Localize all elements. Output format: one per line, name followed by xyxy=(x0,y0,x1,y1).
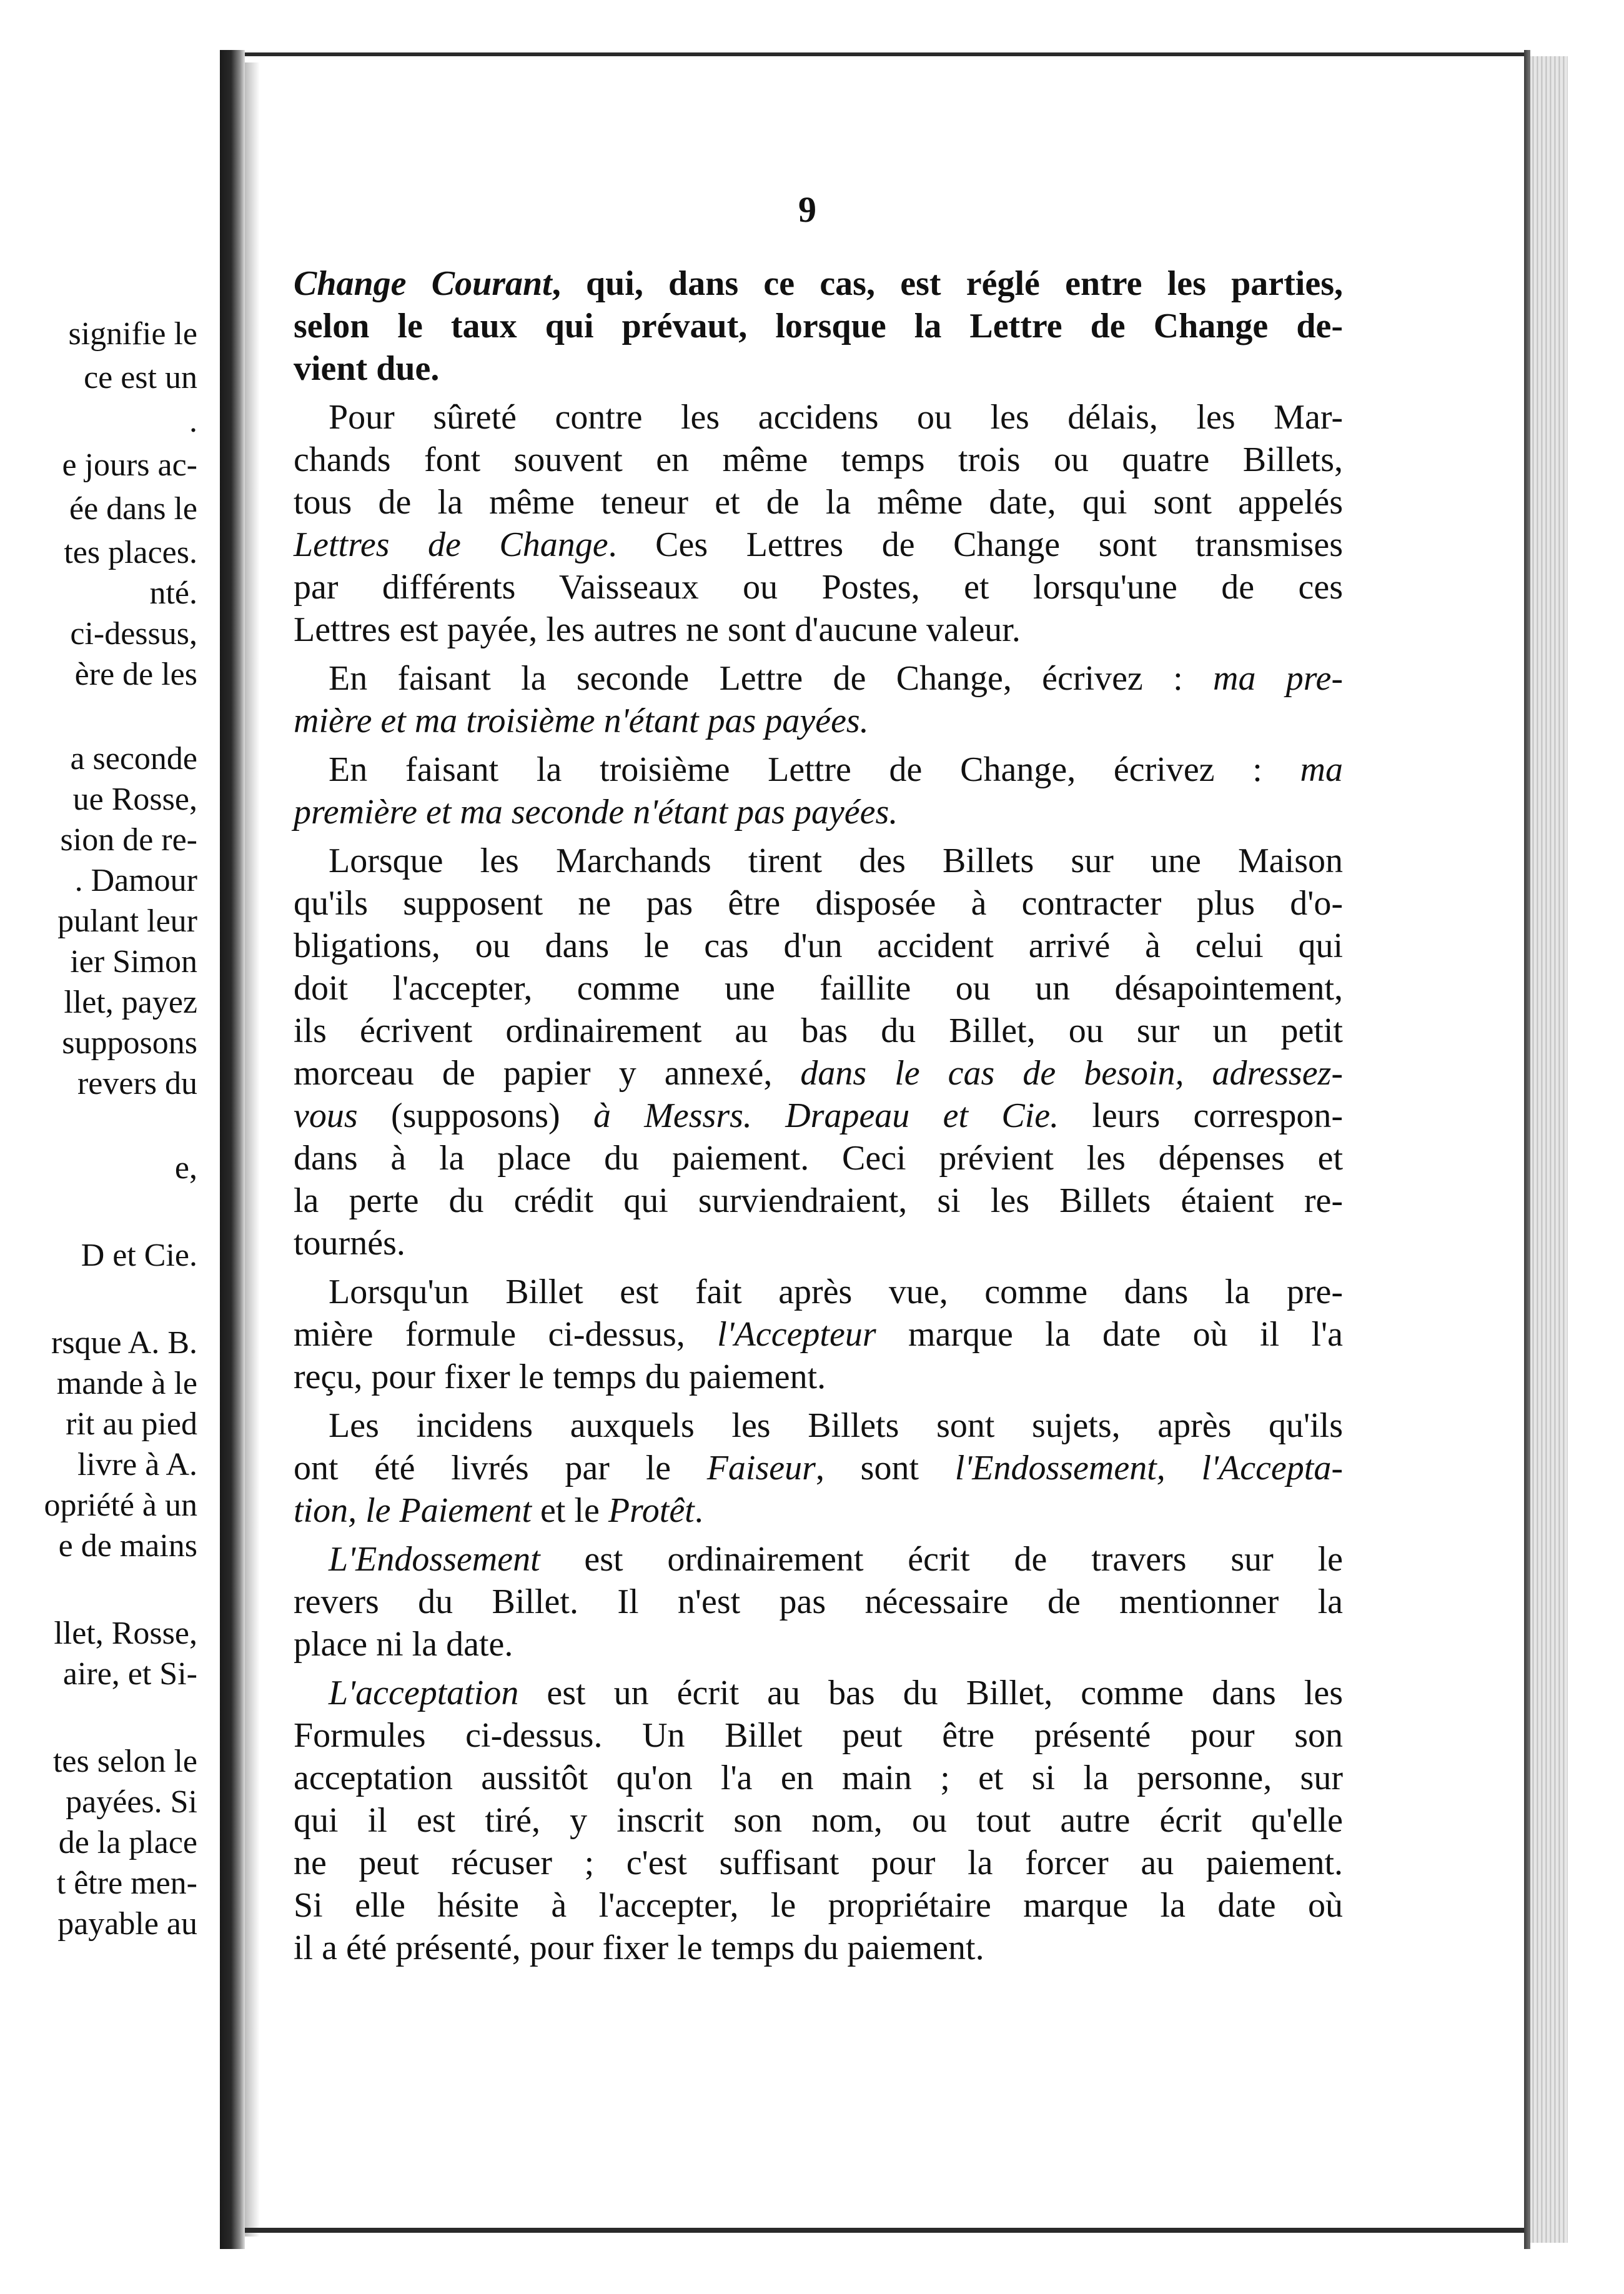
text-line xyxy=(294,925,1343,967)
left-page-line: . xyxy=(189,404,197,439)
left-page-line: signifie le xyxy=(68,316,197,352)
text-run: , sont xyxy=(815,1449,955,1487)
text-line xyxy=(294,1538,1343,1581)
text-line xyxy=(294,967,1343,1010)
text-run: acceptation aussitôt qu'on l'a en main ; et si la personne, sur xyxy=(294,1759,1343,1797)
text-run: morceau de papier y annexé, xyxy=(294,1054,801,1093)
text-run: qu'ils supposent ne pas être disposée à contracter plus d'o- xyxy=(294,884,1343,923)
paragraph xyxy=(294,1271,1343,1398)
left-page-line: llet, Rosse, xyxy=(54,1616,197,1651)
paragraph xyxy=(294,396,1343,651)
text-line xyxy=(294,396,1343,439)
left-page-line: payable au xyxy=(57,1906,197,1942)
text-line xyxy=(294,1404,1343,1447)
page-right-edge xyxy=(1524,50,1530,2249)
text-run: Lettres est payée, les autres ne sont d'aucune valeur. xyxy=(294,610,1021,649)
left-page-line: e jours ac- xyxy=(62,447,197,483)
text-run: bligations, ou dans le cas d'un accident arrivé à celui qui xyxy=(294,926,1343,965)
left-page-line: de la place xyxy=(58,1825,197,1860)
italic-run: tion, le Paiement xyxy=(294,1491,532,1530)
italic-run: ma pre- xyxy=(1213,659,1343,698)
text-line xyxy=(294,1010,1343,1052)
left-page-fragment xyxy=(0,50,220,2249)
left-page-line: . Damour xyxy=(74,863,197,898)
left-page-line: t être men- xyxy=(56,1865,197,1901)
text-run: ne peut récuser ; c'est suffisant pour la forcer au paiement. xyxy=(294,1844,1343,1882)
text-run: (supposons) xyxy=(357,1096,593,1135)
italic-run: Lettres de Change xyxy=(294,525,608,564)
italic-run: ma xyxy=(1300,750,1343,789)
text-line xyxy=(294,1095,1343,1137)
text-run xyxy=(294,1674,329,1712)
left-page-line: rsque A. B. xyxy=(51,1325,197,1361)
text-run: qui il est tiré, y inscrit son nom, ou tout autre écrit qu'elle xyxy=(294,1801,1343,1840)
left-page-line: tes selon le xyxy=(52,1744,197,1779)
paragraph xyxy=(294,1672,1343,1969)
italic-run: Protêt xyxy=(608,1491,695,1530)
text-line xyxy=(294,566,1343,608)
text-run: Lorsque les Marchands tirent des Billets sur une Maison xyxy=(294,842,1343,880)
text-run: revers du Billet. Il n'est pas nécessaire de mentionner la xyxy=(294,1582,1343,1621)
left-page-line: ée dans le xyxy=(69,491,197,527)
text-run: Pour sûreté contre les accidens ou les délais, les Mar- xyxy=(294,398,1343,437)
text-run: ont été livrés par le xyxy=(294,1449,707,1487)
gutter-shadow xyxy=(245,62,260,2237)
text-run: chands font souvent en même temps trois ou quatre Billets, xyxy=(294,440,1343,479)
text-line xyxy=(294,1581,1343,1623)
text-run: , qui, dans ce cas, est réglé entre les parties, xyxy=(552,264,1343,303)
text-run: il a été présenté, pour fixer le temps du paiement. xyxy=(294,1929,984,1967)
text-line xyxy=(294,1222,1343,1264)
left-page-line: ère de les xyxy=(74,657,197,692)
text-line xyxy=(294,1271,1343,1313)
text-line xyxy=(294,1842,1343,1884)
italic-run: mière et ma troisième n'étant pas payées. xyxy=(294,702,869,740)
text-run: par différents Vaisseaux ou Postes, et lorsqu'une de ces xyxy=(294,568,1343,607)
italic-run: dans le cas de besoin, adressez- xyxy=(800,1054,1343,1093)
text-line xyxy=(294,524,1343,566)
text-run: En faisant la troisième Lettre de Change, écrivez : xyxy=(294,750,1300,789)
left-page-line: rit au pied xyxy=(66,1406,197,1442)
left-page-line: a seconde xyxy=(70,741,197,777)
text-run: Les incidens auxquels les Billets sont sujets, après qu'ils xyxy=(294,1406,1343,1445)
paragraph xyxy=(294,840,1343,1264)
text-line xyxy=(294,1356,1343,1398)
text-run: et le xyxy=(532,1491,608,1530)
text-run: . Ces Lettres de Change sont transmises xyxy=(608,525,1343,564)
text-run: place ni la date. xyxy=(294,1625,513,1664)
page-number: 9 xyxy=(798,189,816,230)
italic-run: l'Endossement, l'Accepta- xyxy=(954,1449,1343,1487)
text-run: mière formule ci-dessus, xyxy=(294,1315,718,1354)
text-run: En faisant la seconde Lettre de Change, écrivez : xyxy=(294,659,1213,698)
text-line xyxy=(294,1927,1343,1969)
left-page-line: ci-dessus, xyxy=(70,616,197,652)
text-run: marque la date où il l'a xyxy=(876,1315,1343,1354)
left-page-line: pulant leur xyxy=(57,903,197,939)
left-page-line: payées. Si xyxy=(66,1784,197,1820)
text-line xyxy=(294,1672,1343,1714)
text-line xyxy=(294,748,1343,791)
text-line xyxy=(294,1757,1343,1799)
text-line xyxy=(294,1313,1343,1356)
paragraph xyxy=(294,262,1343,390)
paragraph xyxy=(294,657,1343,742)
text-run: tous de la même teneur et de la même date, qui sont appelés xyxy=(294,483,1343,522)
italic-run: Faiseur xyxy=(706,1449,816,1487)
italic-run: l'Accepteur xyxy=(717,1315,876,1354)
text-line xyxy=(294,439,1343,481)
left-page-line: nté. xyxy=(149,575,197,611)
text-run: est un écrit au bas du Billet, comme dans les xyxy=(518,1674,1343,1712)
book-gutter xyxy=(220,50,245,2249)
text-line xyxy=(294,1799,1343,1842)
text-run: vient due. xyxy=(294,349,440,388)
text-line xyxy=(294,791,1343,833)
left-page-line: e, xyxy=(174,1150,197,1186)
text-line xyxy=(294,1137,1343,1179)
paragraph xyxy=(294,748,1343,833)
left-page-line: mande à le xyxy=(56,1366,197,1401)
text-run: reçu, pour fixer le temps du paiement. xyxy=(294,1358,826,1396)
text-line xyxy=(294,657,1343,700)
text-line xyxy=(294,882,1343,925)
left-page-line: aire, et Si- xyxy=(62,1656,197,1692)
text-run: selon le taux qui prévaut, lorsque la Lettre de Change de- xyxy=(294,307,1343,345)
text-line xyxy=(294,608,1343,651)
text-line xyxy=(294,481,1343,524)
text-line xyxy=(294,700,1343,742)
italic-run: vous xyxy=(294,1096,358,1135)
left-page-line: D et Cie. xyxy=(81,1238,197,1273)
left-page-line: opriété à un xyxy=(44,1487,197,1523)
left-page-line: ier Simon xyxy=(70,944,197,980)
text-line xyxy=(294,1447,1343,1489)
text-line xyxy=(294,1884,1343,1927)
text-run: est ordinairement écrit de travers sur le xyxy=(540,1540,1343,1579)
left-page-line: e de mains xyxy=(58,1528,197,1564)
left-page-line: revers du xyxy=(77,1066,197,1101)
text-run: Si elle hésite à l'accepter, le propriétaire marque la date où xyxy=(294,1886,1343,1925)
text-line xyxy=(294,1714,1343,1757)
italic-run: à Messrs. Drapeau et Cie. xyxy=(593,1096,1059,1135)
page-body xyxy=(294,262,1343,1969)
italic-run: L'acceptation xyxy=(329,1674,519,1712)
left-page-line: ue Rosse, xyxy=(72,782,197,817)
text-run: doit l'accepter, comme une faillite ou un désapointement, xyxy=(294,969,1343,1008)
page-bottom-edge xyxy=(245,2228,1524,2233)
text-run: leurs correspon- xyxy=(1059,1096,1343,1135)
italic-run: première et ma seconde n'étant pas payées. xyxy=(294,793,898,832)
text-line xyxy=(294,1179,1343,1222)
text-line xyxy=(294,347,1343,390)
text-run: ils écrivent ordinairement au bas du Billet, ou sur un petit xyxy=(294,1011,1343,1050)
text-run: tournés. xyxy=(294,1224,405,1263)
paragraph xyxy=(294,1404,1343,1532)
text-line xyxy=(294,262,1343,305)
left-page-line: sion de re- xyxy=(60,822,197,858)
text-run: Lorsqu'un Billet est fait après vue, comme dans la pre- xyxy=(294,1273,1343,1311)
text-line xyxy=(294,840,1343,882)
page-leaves xyxy=(1530,56,1568,2243)
page-top-edge xyxy=(245,52,1524,56)
left-page-line: llet, payez xyxy=(64,985,197,1020)
text-line xyxy=(294,1623,1343,1666)
text-run xyxy=(294,1540,329,1579)
text-run: dans à la place du paiement. Ceci prévient les dépenses et xyxy=(294,1139,1343,1178)
left-page-line: tes places. xyxy=(64,535,197,570)
text-run: Formules ci-dessus. Un Billet peut être présenté pour son xyxy=(294,1716,1343,1755)
left-page-line: ce est un xyxy=(84,360,197,395)
paragraph xyxy=(294,1538,1343,1666)
text-line xyxy=(294,305,1343,347)
text-run: . xyxy=(694,1491,703,1530)
text-run: la perte du crédit qui surviendraient, si les Billets étaient re- xyxy=(294,1181,1343,1220)
text-line xyxy=(294,1052,1343,1095)
text-line xyxy=(294,1489,1343,1532)
italic-run: L'Endossement xyxy=(329,1540,540,1579)
italic-run: Change Courant xyxy=(294,264,552,303)
left-page-line: livre à A. xyxy=(77,1447,197,1482)
left-page-line: supposons xyxy=(62,1025,197,1061)
